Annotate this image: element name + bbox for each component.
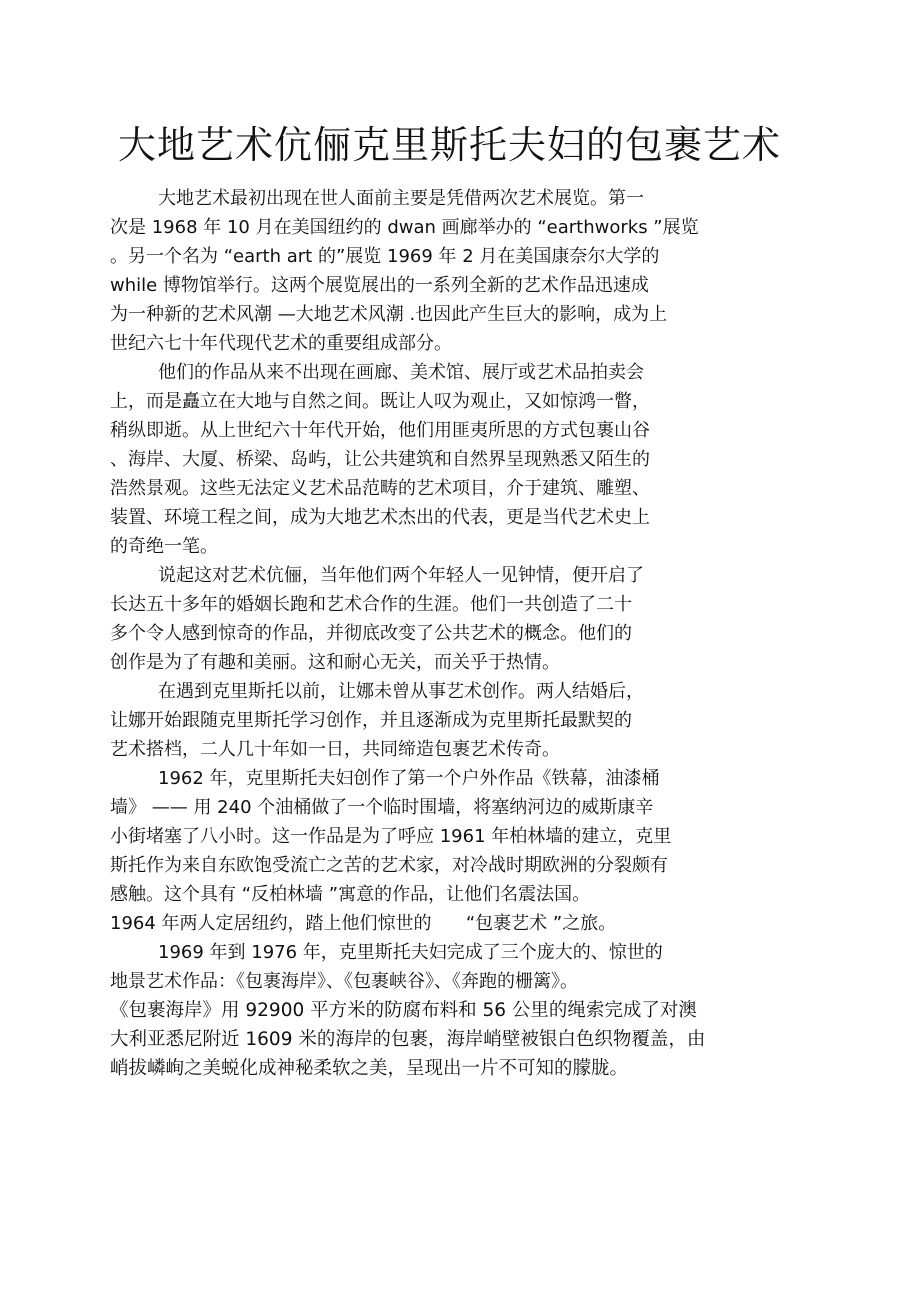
text-line: 斯托作为来自东欧饱受流亡之苦的艺术家，对冷战时期欧洲的分裂颇有: [110, 855, 668, 876]
text-line: 1962 年，克里斯托夫妇创作了第一个户外作品《铁幕，油漆桶: [158, 768, 660, 789]
paragraph-2: [110, 358, 810, 561]
text-line: 他们的作品从来不出现在画廊、美术馆、展厅或艺术品拍卖会: [158, 362, 644, 383]
text-line: 上，而是矗立在大地与自然之间。既让人叹为观止，又如惊鸿一瞥，: [110, 391, 650, 412]
text-line: 装置、环境工程之间，成为大地艺术杰出的代表，更是当代艺术史上: [110, 507, 650, 528]
text-line: 地景艺术作品：《包裹海岸》、《包裹峡谷》、《奔跑的栅篱》。: [110, 971, 578, 992]
paragraph-1: [110, 184, 810, 358]
paragraph-5: [110, 764, 810, 938]
text-line: 长达五十多年的婚姻长跑和艺术合作的生涯。他们一共创造了二十: [110, 594, 632, 615]
text-line: 《包裹海岸》用 92900 平方米的防腐布料和 56 公里的绳索完成了对澳: [110, 1000, 697, 1021]
paragraph-6: [110, 938, 810, 1083]
text-line: 多个令人感到惊奇的作品，并彻底改变了公共艺术的概念。他们的: [110, 623, 632, 644]
text-line: 浩然景观。这些无法定义艺术品范畴的艺术项目，介于建筑、雕塑、: [110, 478, 650, 499]
document-body: [110, 184, 810, 1083]
text-line: 让娜开始跟随克里斯托学习创作，并且逐渐成为克里斯托最默契的: [110, 710, 632, 731]
text-line: 世纪六七十年代现代艺术的重要组成部分。: [110, 333, 452, 354]
text-line: 的奇绝一笔。: [110, 536, 218, 557]
text-line: 说起这对艺术伉俪，当年他们两个年轻人一见钟情，便开启了: [158, 565, 644, 586]
text-line: 1964 年两人定居纽约，踏上他们惊世的 “包裹艺术 ”之旅。: [110, 913, 617, 934]
paragraph-4: [110, 677, 810, 764]
text-line: while 博物馆举行。这两个展览展出的一系列全新的艺术作品迅速成: [110, 275, 649, 296]
text-line: 创作是为了有趣和美丽。这和耐心无关，而关乎于热情。: [110, 652, 560, 673]
document-title: 大地艺术伉俪克里斯托夫妇的包裹艺术: [118, 123, 782, 167]
text-line: 感触。这个具有 “反柏林墙 ”寓意的作品，让他们名震法国。: [110, 884, 591, 905]
text-line: 为一种新的艺术风潮 —大地艺术风潮 .也因此产生巨大的影响，成为上: [110, 304, 668, 325]
text-line: 艺术搭档，二人几十年如一日，共同缔造包裹艺术传奇。: [110, 739, 560, 760]
paragraph-3: [110, 561, 810, 677]
text-line: 大利亚悉尼附近 1609 米的海岸的包裹，海岸峭壁被银白色织物覆盖，由: [110, 1029, 706, 1050]
text-line: 、海岸、大厦、桥梁、岛屿，让公共建筑和自然界呈现熟悉又陌生的: [110, 449, 650, 470]
text-line: 在遇到克里斯托以前，让娜未曾从事艺术创作。两人结婚后，: [158, 681, 644, 702]
text-line: 。另一个名为 “earth art 的”展览 1969 年 2 月在美国康奈尔大学的: [110, 246, 660, 267]
text-line: 小街堵塞了八小时。这一作品是为了呼应 1961 年柏林墙的建立，克里: [110, 826, 672, 847]
text-line: 次是 1968 年 10 月在美国纽约的 dwan 画廊举办的 “earthworks ”展览: [110, 217, 699, 238]
text-line: 大地艺术最初出现在世人面前主要是凭借两次艺术展览。第一: [158, 188, 644, 209]
text-line: 稍纵即逝。从上世纪六十年代开始，他们用匪夷所思的方式包裹山谷: [110, 420, 650, 441]
text-line: 峭拔嶙峋之美蜕化成神秘柔软之美，呈现出一片不可知的朦胧。: [110, 1058, 629, 1079]
text-line: 1969 年到 1976 年，克里斯托夫妇完成了三个庞大的、惊世的: [158, 942, 663, 963]
text-line: 墙》 —— 用 240 个油桶做了一个临时围墙，将塞纳河边的威斯康辛: [110, 797, 654, 818]
